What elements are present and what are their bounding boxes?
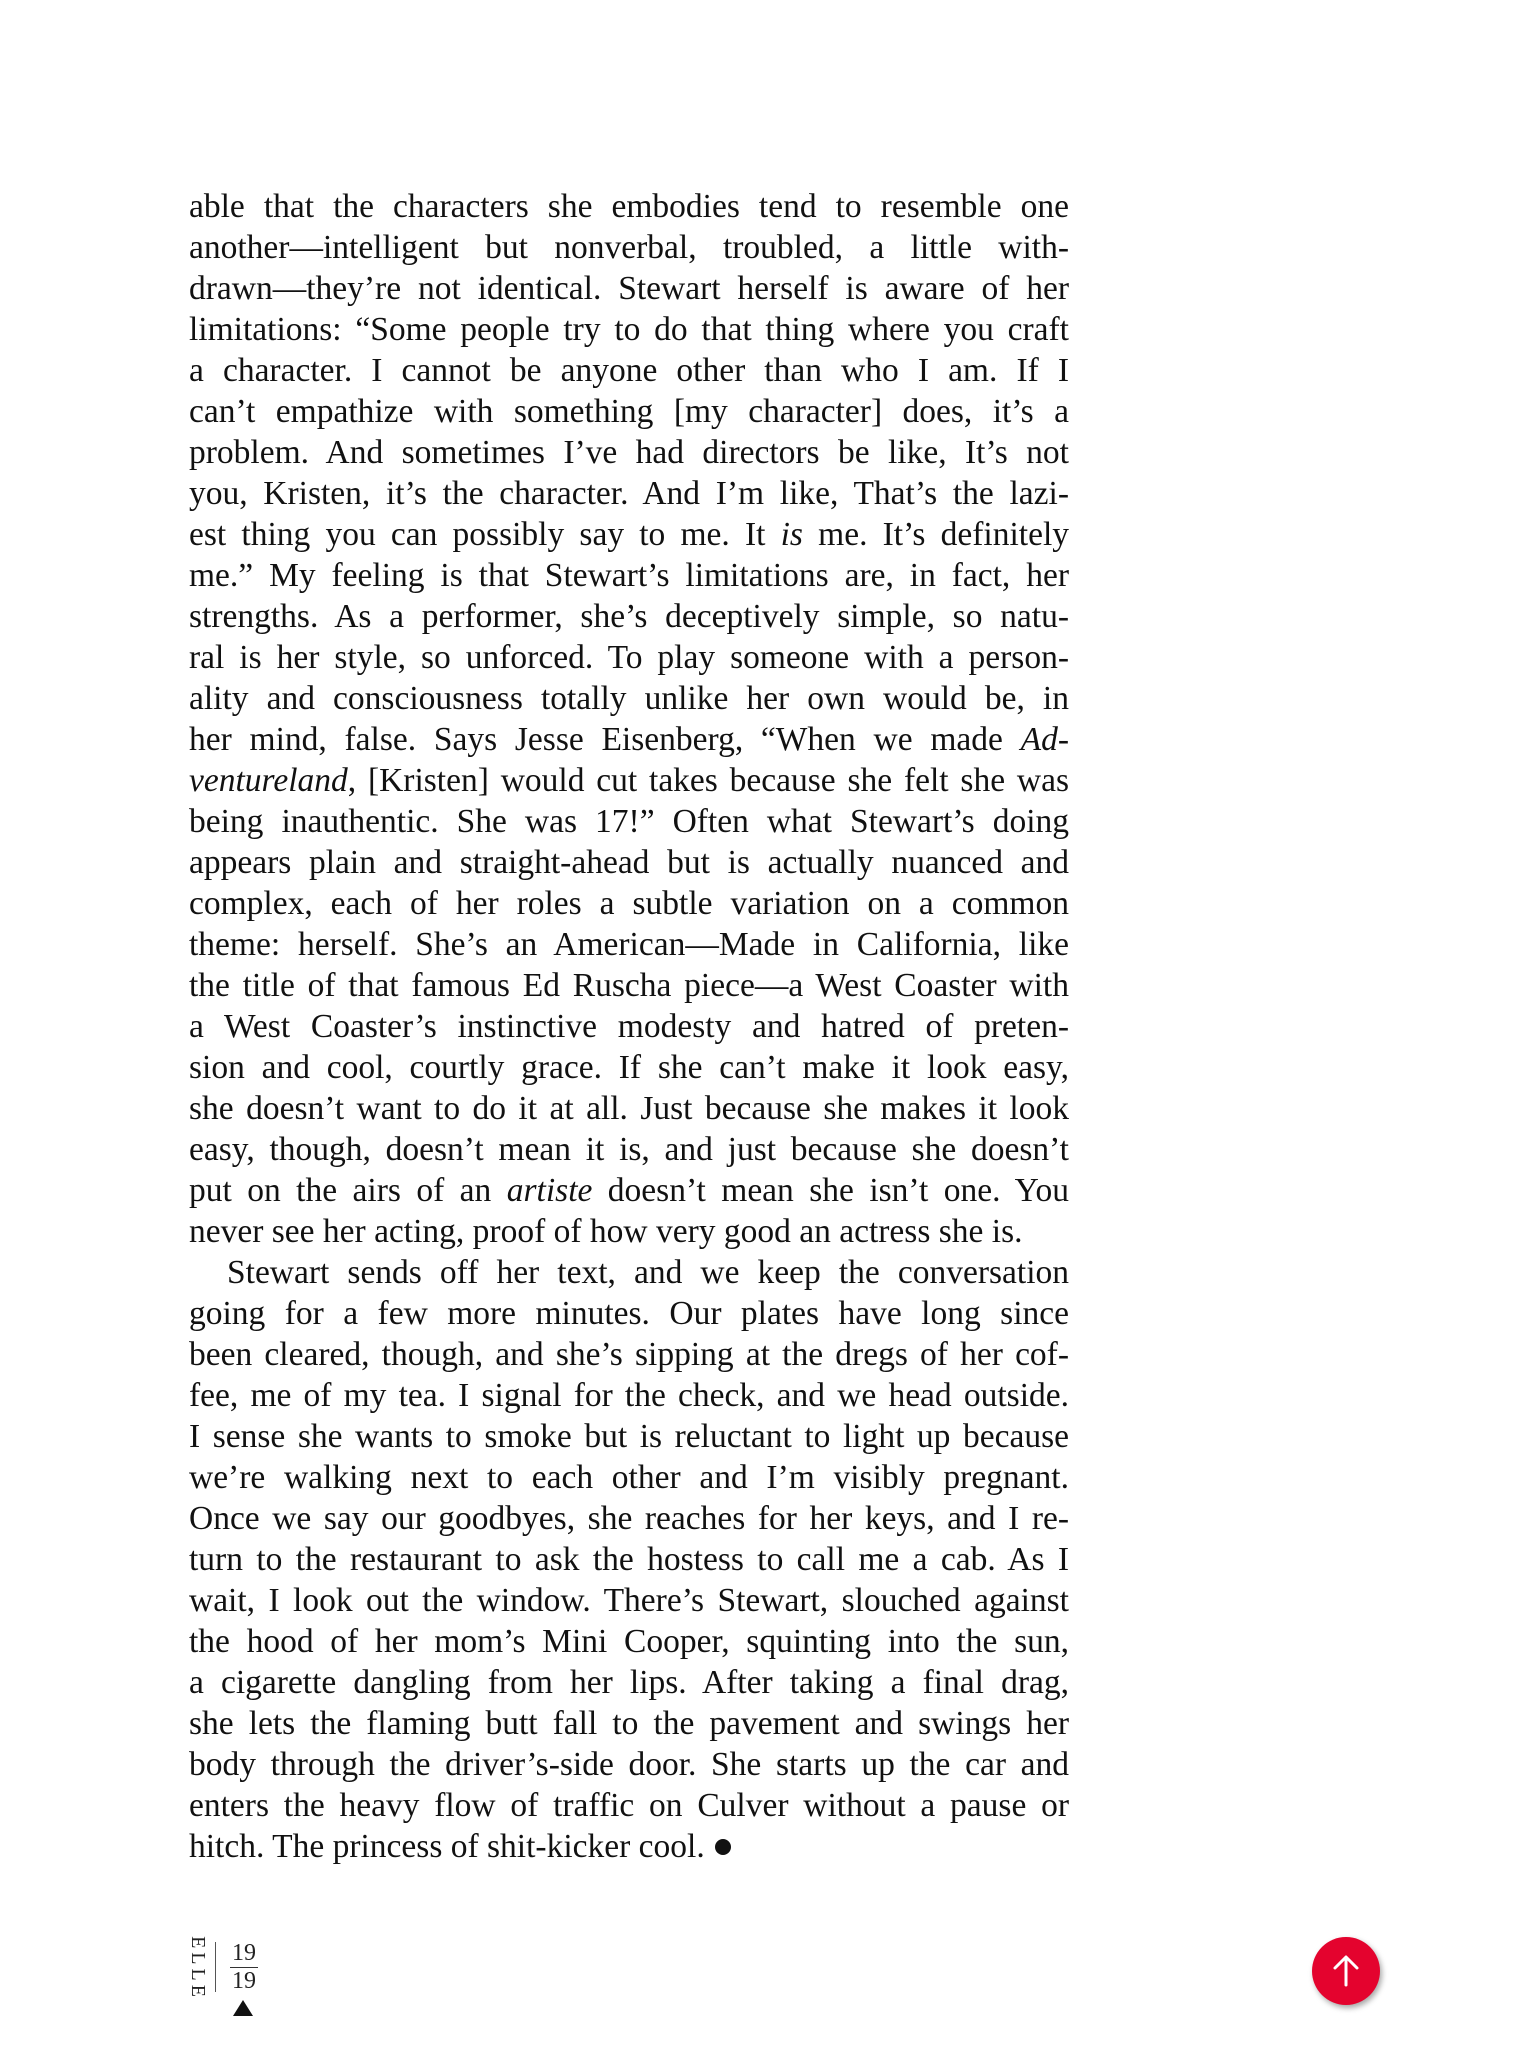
text-line: the title of that famous Ed Ruscha piece—a West Coaster with (189, 967, 1069, 1004)
brand-logo (186, 1935, 209, 2001)
text-line: you, Kristen, it’s the character. And I’m like, That’s the lazi- (189, 475, 1069, 512)
text-line: est thing you can possibly say to me. It is me. It’s definitely (189, 516, 1070, 553)
text-line: a character. I cannot be anyone other than who I am. If I (189, 352, 1069, 389)
text-line: complex, each of her roles a subtle variation on a common (189, 885, 1069, 922)
text-line: limitations: “Some people try to do that thing where you craft (189, 311, 1069, 348)
text-line: enters the heavy flow of traffic on Culver without a pause or (189, 1787, 1069, 1824)
arrow-up-icon (1326, 1951, 1366, 1991)
brand-name: ELLE (186, 1935, 209, 2001)
text-line: being inauthentic. She was 17!” Often what Stewart’s doing (189, 803, 1069, 840)
text-line: body through the driver’s-side door. She starts up the car and (189, 1746, 1069, 1783)
text-line: problem. And sometimes I’ve had directors be like, It’s not (189, 434, 1069, 471)
text-line: her mind, false. Says Jesse Eisenberg, “When we made Ad- (189, 721, 1069, 758)
text-line: fee, me of my tea. I signal for the check, and we head outside. (189, 1377, 1069, 1414)
paragraph-2 (189, 1252, 1069, 1867)
text-line: able that the characters she embodies tend to resemble one (189, 188, 1069, 225)
paragraph-1 (189, 186, 1069, 1252)
text-line: Stewart sends off her text, and we keep the conversation (227, 1254, 1069, 1291)
text-line: me.” My feeling is that Stewart’s limitations are, in fact, her (189, 557, 1069, 594)
text-line: ral is her style, so unforced. To play someone with a person- (189, 639, 1069, 676)
text-line: turn to the restaurant to ask the hostess to call me a cab. As I (189, 1541, 1069, 1578)
text-line: she lets the flaming butt fall to the pavement and swings her (189, 1705, 1069, 1742)
text-line: I sense she wants to smoke but is reluctant to light up because (189, 1418, 1069, 1455)
text-line: appears plain and straight-ahead but is actually nuanced and (189, 844, 1069, 881)
text-line: ventureland, [Kristen] would cut takes because she felt she was (189, 762, 1069, 799)
current-page-number: 19 (232, 1940, 256, 1966)
brand-divider (215, 1942, 216, 1992)
article-body (189, 186, 1069, 1867)
text-line: she doesn’t want to do it at all. Just because she makes it look (189, 1090, 1069, 1127)
text-line: the hood of her mom’s Mini Cooper, squinting into the sun, (189, 1623, 1069, 1660)
text-line: theme: herself. She’s an American—Made in California, like (189, 926, 1069, 963)
text-line: we’re walking next to each other and I’m visibly pregnant. (189, 1459, 1069, 1496)
text-line: hitch. The princess of shit-kicker cool. (189, 1826, 1069, 1867)
text-line: been cleared, though, and she’s sipping at the dregs of her cof- (189, 1336, 1069, 1373)
text-line: a cigarette dangling from her lips. After taking a final drag, (189, 1664, 1069, 1701)
text-line: going for a few more minutes. Our plates have long since (189, 1295, 1069, 1332)
text-line: wait, I look out the window. There’s Stewart, slouched against (189, 1582, 1069, 1619)
text-line: sion and cool, courtly grace. If she can’t make it look easy, (189, 1049, 1069, 1086)
total-pages-number: 19 (232, 1968, 256, 1994)
text-line: Once we say our goodbyes, she reaches for her keys, and I re- (189, 1500, 1069, 1537)
back-to-top-button[interactable] (1312, 1937, 1380, 2005)
text-line: a West Coaster’s instinctive modesty and hatred of preten- (189, 1008, 1069, 1045)
text-line: strengths. As a performer, she’s deceptively simple, so natu- (189, 598, 1069, 635)
text-line: put on the airs of an artiste doesn’t mean she isn’t one. You (189, 1172, 1069, 1209)
text-line: easy, though, doesn’t mean it is, and just because she doesn’t (189, 1131, 1069, 1168)
text-line: drawn—they’re not identical. Stewart herself is aware of her (189, 270, 1069, 307)
page-footer (186, 1935, 266, 2020)
end-of-article-mark (715, 1839, 731, 1855)
text-line: ality and consciousness totally unlike her own would be, in (189, 680, 1069, 717)
text-line: never see her acting, proof of how very good an actress she is. (189, 1213, 1023, 1250)
text-line: another—intelligent but nonverbal, troubled, a little with- (189, 229, 1069, 266)
text-line: can’t empathize with something [my character] does, it’s a (189, 393, 1069, 430)
triangle-up-icon[interactable] (233, 2000, 253, 2016)
